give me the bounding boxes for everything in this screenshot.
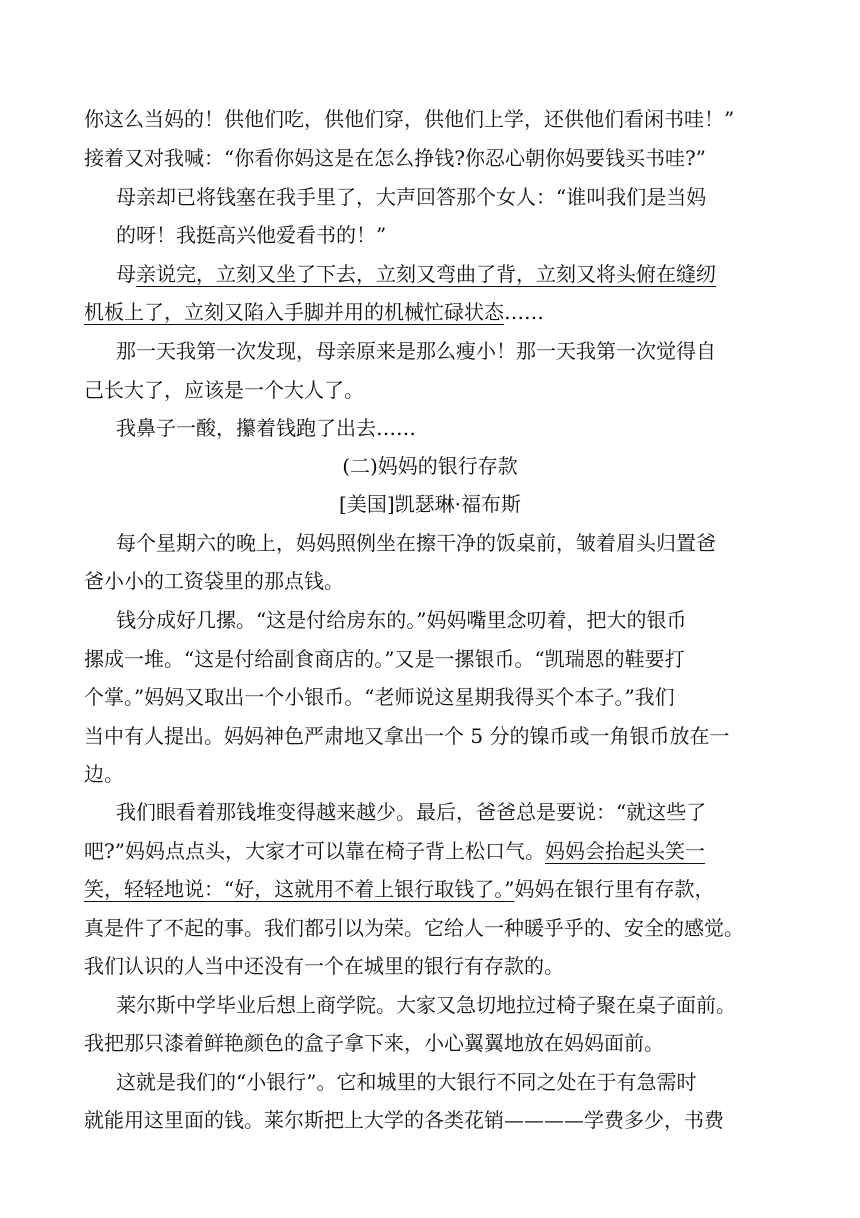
author-line: [美国]凯瑟琳·福布斯 xyxy=(339,492,521,516)
text-line: 我们眼看着那钱堆变得越来越少。最后，爸爸总是要说：“就这些了 xyxy=(116,800,707,824)
text-line: 莱尔斯中学毕业后想上商学院。大家又急切地拉过椅子聚在桌子面前。 xyxy=(116,993,736,1017)
text-line: 摞成一堆。“这是付给副食商店的。”又是一摞银币。“凯瑞恩的鞋要打 xyxy=(84,647,685,671)
text-line: 己长大了，应该是一个大人了。 xyxy=(84,378,364,402)
text-line: 接着又对我喊：“你看你妈这是在怎么挣钱?你忍心朝你妈要钱买书哇?” xyxy=(84,146,706,170)
text-line: 当中有人提出。妈妈神色严肃地又拿出一个 5 分的镍币或一角银币放在一 xyxy=(84,724,730,748)
text-line: 这就是我们的“小银行”。它和城里的大银行不同之处在于有急需时 xyxy=(116,1070,697,1094)
underlined-text: 笑，轻轻地说：“好，这就用不着上银行取钱了。” xyxy=(84,877,515,901)
text-line: 钱分成好几摞。“这是付给房东的。”妈妈嘴里念叨着，把大的银币 xyxy=(116,608,687,632)
text-line: 真是件了不起的事。我们都引以为荣。它给人一种暖乎乎的、安全的感觉。 xyxy=(84,916,744,940)
text-line: 边。 xyxy=(84,762,124,786)
text-line xyxy=(84,876,714,902)
underlined-text: 亲说完，立刻又坐了下去，立刻又弯曲了背，立刻又将头俯在缝纫 xyxy=(136,262,716,286)
text-line: 的呀！我挺高兴他爱看书的！” xyxy=(116,223,387,247)
text-fragment: 母 xyxy=(116,262,136,286)
text-line: 个掌。”妈妈又取出一个小银币。“老师说这星期我得买个本子。”我们 xyxy=(84,685,675,709)
text-line xyxy=(116,261,716,287)
text-line: 你这么当妈的！供他们吃，供他们穿，供他们上学，还供他们看闲书哇！” xyxy=(84,107,735,131)
underlined-text: 机板上了，立刻又陷入手脚并用的机械忙碌状态 xyxy=(84,300,504,324)
text-line xyxy=(84,838,705,864)
text-line: 我鼻子一酸，攥着钱跑了出去…… xyxy=(116,416,416,440)
text-fragment: 吧?”妈妈点点头，大家才可以靠在椅子背上松口气。 xyxy=(84,839,545,863)
text-line: 那一天我第一次发现，母亲原来是那么瘦小！那一天我第一次觉得自 xyxy=(116,339,716,363)
text-line: 我们认识的人当中还没有一个在城里的银行有存款的。 xyxy=(84,954,564,978)
text-line: 爸小小的工资袋里的那点钱。 xyxy=(84,569,344,593)
underlined-text: 妈妈会抬起头笑一 xyxy=(544,839,705,863)
text-line: 我把那只漆着鲜艳颜色的盒子拿下来，小心翼翼地放在妈妈面前。 xyxy=(84,1031,664,1055)
section-title: (二)妈妈的银行存款 xyxy=(342,454,518,478)
text-fragment: …… xyxy=(504,300,544,324)
text-line: 母亲却已将钱塞在我手里了，大声回答那个女人：“谁叫我们是当妈 xyxy=(116,185,707,209)
text-fragment: 妈妈在银行里有存款， xyxy=(514,877,715,901)
text-line: 就能用这里面的钱。莱尔斯把上大学的各类花销————学费多少，书费 xyxy=(84,1108,724,1132)
text-line xyxy=(84,299,544,325)
text-line: 每个星期六的晚上，妈妈照例坐在擦干净的饭桌前，皱着眉头归置爸 xyxy=(116,531,716,555)
